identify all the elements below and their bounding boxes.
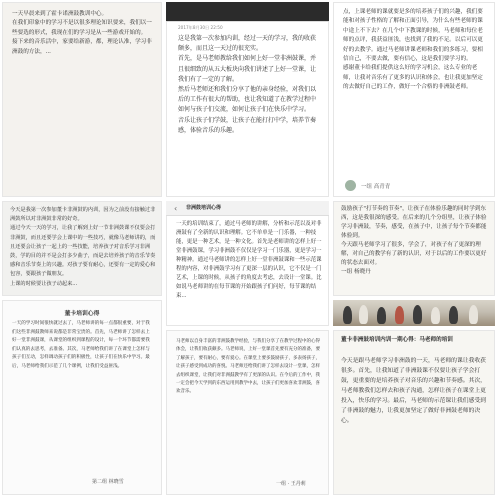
person-figure — [449, 306, 458, 324]
signature-8: 一组 · 王丹莉 — [276, 481, 306, 487]
note-text-3: 点，上课老师的课就要是多的培养孩子们的兴趣，我们要能和对孩子性格的了解和正面引导，为什么有些老师的课中途上不下去？在几个中下教课的时候，马老师和每位老师的点评，我获益匪浅，也找到了我的不足。以后可以更好的去教学。通过马老师讲课老师和我们的多练习，要相信自己，不要去做，要有信心，这是我们要学习的。 感谢董卡给我们提供这么好的学习机会，这么专业的老师，让我对音乐有了更多的认识和体会，也让我更加坚定的去做好自己的工作，做好一个合格的非洲鼓老师。 — [343, 9, 483, 91]
note-tile-3 — [333, 2, 495, 197]
person-figure — [395, 306, 404, 324]
person-figure — [343, 306, 352, 324]
person-figure — [377, 307, 386, 324]
note-text-9: 今天是跟马老师学习非洲鼓的一天，马老师的课让我收获很多。首先，让我知道了非洲鼓课不仅要让孩子学会打鼓，更重要的是培养孩子对音乐的兴趣和节奏感。其次，马老师教我们怎样去和孩子沟通，怎样让孩子在课堂上更投入，快乐的学习。最后，马老师的示范课让我们感受到了非洲鼓的魅力，让我更加坚定了做好非洲鼓老师的决心。 — [341, 358, 486, 424]
note-title-9: 董卡非洲鼓培训内训一期心得：马老师的培训 — [341, 337, 453, 343]
note-text-6: 鼓励孩子"打节奏的节奏"，让孩子在体验乐趣的同时学到东西，这是我很深的感受。在后来的几个分组里，让孩子体验学习非洲鼓，节奏，感受，在孩子中，让孩子每个节奏都能体验到。 今天跟马老师学习了很多，学会了，对孩子有了更深的理解，对自己的教学有了新的认识，对于以后的工作要以更好的状态去面对。 一组 杨晓丹 — [341, 206, 487, 275]
note-header: 非洲鼓培训心得 — [186, 205, 222, 211]
person-figure — [359, 305, 368, 324]
note-text-2: 这是我第一次参加内训，经过一天的学习，我的收获颇多，而且这一天过的很充实。 首先，是马老师教给我们如何上好一堂非洲鼓课，并且很细致的从五大板块向我们讲述了上好一堂课，让我们有了一定的了解。 然后马老师还和我们分享了他的亲身经验，对我们以后的工作有很大的帮助，也让我知道了在教学过程中如何与孩子们交流，如何让孩子们在快乐中学习。 音乐让孩子们学鼓，让孩子在能打打中学，培养节奏感，体验音乐的乐趣。 — [178, 35, 317, 134]
note-tile-8 — [166, 330, 329, 495]
note-tile-9 — [333, 330, 495, 495]
person-figure — [413, 305, 422, 324]
training-photo — [333, 300, 495, 326]
note-text-8: 马老师以自身丰富的非洲鼓教学经验，与我们分享了在教学过程中的心得体会，让我们收获颇多。马老师说，上好一堂课首先要有充分的准备，要了解孩子，要有耐心，要有爱心。在课堂上要多鼓励孩子，多表扬孩子，让孩子感受到成功的喜悦。马老师还给我们讲了怎样去设计一堂课，怎样去组织课堂，让我们对非洲鼓教学有了更深的认识。在今后的工作中，我一定会把今天学到的东西运用到教学中去，让孩子们更加喜欢非洲鼓，喜欢音乐。 — [176, 339, 320, 395]
person-figure — [431, 307, 440, 324]
note-tile-2 — [166, 2, 329, 197]
author-caption-3: 一组 高青青 — [361, 184, 391, 190]
chevron-left-icon[interactable]: ‹ — [174, 204, 178, 213]
person-figure — [469, 305, 478, 324]
note-date: 2017年8月30日 22:50 — [178, 25, 223, 30]
note-tile-1 — [2, 2, 162, 197]
note-text-1: 一天早晨来到了霍卡诺洲鼓教训中心。 在我们印象中的学习不是以很多理论知识要来，我们以一些要选的形式，我现在们的学习是从一些游戏开始的。 接下来的音乐活中，家要给新游，都，理论认准，学习非洲鼓的方法，... — [12, 11, 152, 55]
note-tile-5 — [166, 201, 329, 326]
note-tile-4 — [2, 201, 162, 296]
status-bar — [166, 2, 329, 22]
note-text-7: 一天的学习时间很快就过去了，马老师讲的每一点都很重要，对于我们这些非洲鼓教师来说都是非常宝贵的。首先，马老师讲了怎样去上好一堂非洲鼓课，从课堂的组织到课程的设计，每一个环节都需要我们认真的去思考，去准备。其次，马老师给我们讲了在课堂上怎样与孩子们互动，怎样调动孩子们的积极性，让孩子们在快乐中学习。最后，马老师给我们示范了几个课例，让我们受益匪浅。 — [12, 321, 150, 369]
signature-7: 第二组 林晓雪 — [92, 479, 124, 485]
note-tile-7 — [2, 300, 162, 495]
note-text-4: 今天是我第一次参加董卡非洲鼓的内训，因为之前没有接触过非洲鼓所以对非洲鼓非常的好奇。 通过今天一天的学习，让我了解到上好一节非洲鼓课不仅要会打非洲鼓，而且还要学会上课中的一些技巧，就像马老师讲的，而且还要会让孩子一起上的一些技能，培养孩子对音乐学习非洲鼓，学的目的并不是会打多少曲子，而是去培养孩子的音乐节奏感和音乐节奏上的兴趣。对孩子要有耐心，还要有一定的爱心和包容，要跟孩子做朋友。 上课的时候要让孩子动起来... — [10, 207, 156, 287]
note-tile-6 — [333, 201, 495, 296]
page-title-7: 董卡培训心得 — [64, 311, 100, 317]
note-text-5: 一天的培训结束了，通过马老师的讲解，分析和示范以及对非洲鼓有了全新的认识和理解。它不单单是一门乐器，一种技能，更是一种艺术，是一种文化。首先是老师讲的怎样上好一堂非洲鼓课，学习非洲鼓不仅仅是学习一门乐器，更是学习一种精神。通过马老师讲的怎样上好一堂非洲鼓课和一些示范课程的内容，对非洲鼓学习有了更深一层的认识，它不仅是一门艺术，上课的时候，从孩子的角度去考虑，去设计一堂课。比如说马老师讲的在每节课的开始跟孩子们问好，每节课的结束... — [176, 221, 322, 299]
avatar — [345, 180, 356, 191]
